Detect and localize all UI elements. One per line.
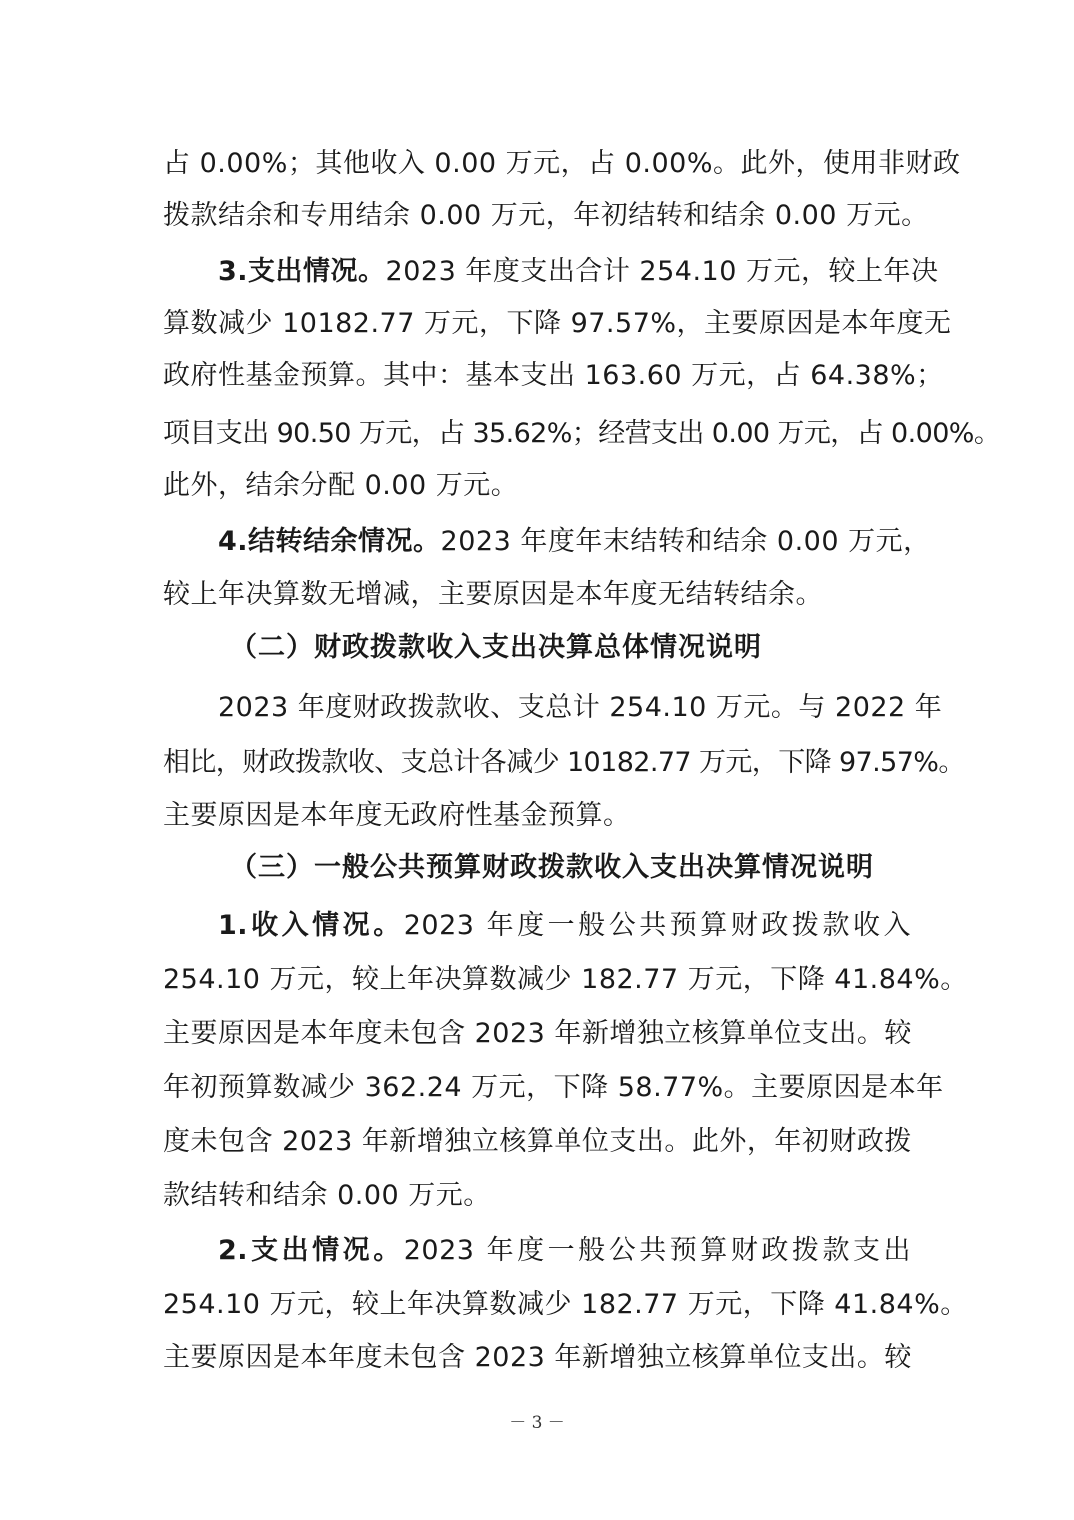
paragraph-line: 款结转和结余 0.00 万元。 [163,1180,491,1211]
paragraph-line: 254.10 万元，较上年决算数减少 182.77 万元，下降 41.84%。 [163,964,968,995]
item-label: 2.支出情况。 [218,1235,404,1266]
paragraph-line [218,906,911,946]
item-label: 3.支出情况。 [218,256,386,287]
paragraph-text: 2023 年度一般公共预算财政拨款收入 [403,910,912,941]
paragraph-line [218,522,931,562]
paragraph-text: 2023 年度一般公共预算财政拨款支出 [403,1235,912,1266]
paragraph-line: 254.10 万元，较上年决算数减少 182.77 万元，下降 41.84%。 [163,1289,968,1320]
paragraph-line: 主要原因是本年度未包含 2023 年新增独立核算单位支出。较 [163,1342,912,1373]
paragraph-line: 政府性基金预算。其中：基本支出 163.60 万元，占 64.38%； [163,360,944,391]
paragraph-line: 拨款结余和专用结余 0.00 万元，年初结转和结余 0.00 万元。 [163,200,929,231]
paragraph-line: 此外，结余分配 0.00 万元。 [163,470,519,501]
paragraph-line: 2023 年度财政拨款收、支总计 254.10 万元。与 2022 年 [218,692,943,723]
paragraph-line: 占 0.00%；其他收入 0.00 万元，占 0.00%。此外，使用非财政 [163,148,961,179]
paragraph-line: 相比，财政拨款收、支总计各减少 10182.77 万元，下降 97.57%。 [163,747,965,778]
page-number: － 3 － [509,1413,565,1433]
paragraph-line: 主要原因是本年度未包含 2023 年新增独立核算单位支出。较 [163,1018,912,1049]
paragraph-line: 年初预算数减少 362.24 万元，下降 58.77%。主要原因是本年 [163,1072,944,1103]
paragraph-line [218,252,939,292]
paragraph-text: 2023 年度年末结转和结余 0.00 万元， [440,526,931,557]
section-heading: （二）财政拨款收入支出决算总体情况说明 [230,632,762,663]
paragraph-text: 2023 年度支出合计 254.10 万元，较上年决 [385,256,939,287]
item-label: 1.收入情况。 [218,910,404,941]
paragraph-line [218,1231,911,1271]
paragraph-line: 算数减少 10182.77 万元，下降 97.57%，主要原因是本年度无 [163,308,952,339]
section-heading: （三）一般公共预算财政拨款收入支出决算情况说明 [230,852,874,883]
item-label: 4.结转结余情况。 [218,526,441,557]
paragraph-line: 较上年决算数无增减，主要原因是本年度无结转结余。 [163,579,823,610]
paragraph-line: 项目支出 90.50 万元，占 35.62%；经营支出 0.00 万元，占 0.00%。 [163,418,1001,449]
paragraph-line: 度未包含 2023 年新增独立核算单位支出。此外，年初财政拨 [163,1126,912,1157]
paragraph-line: 主要原因是本年度无政府性基金预算。 [163,800,631,831]
